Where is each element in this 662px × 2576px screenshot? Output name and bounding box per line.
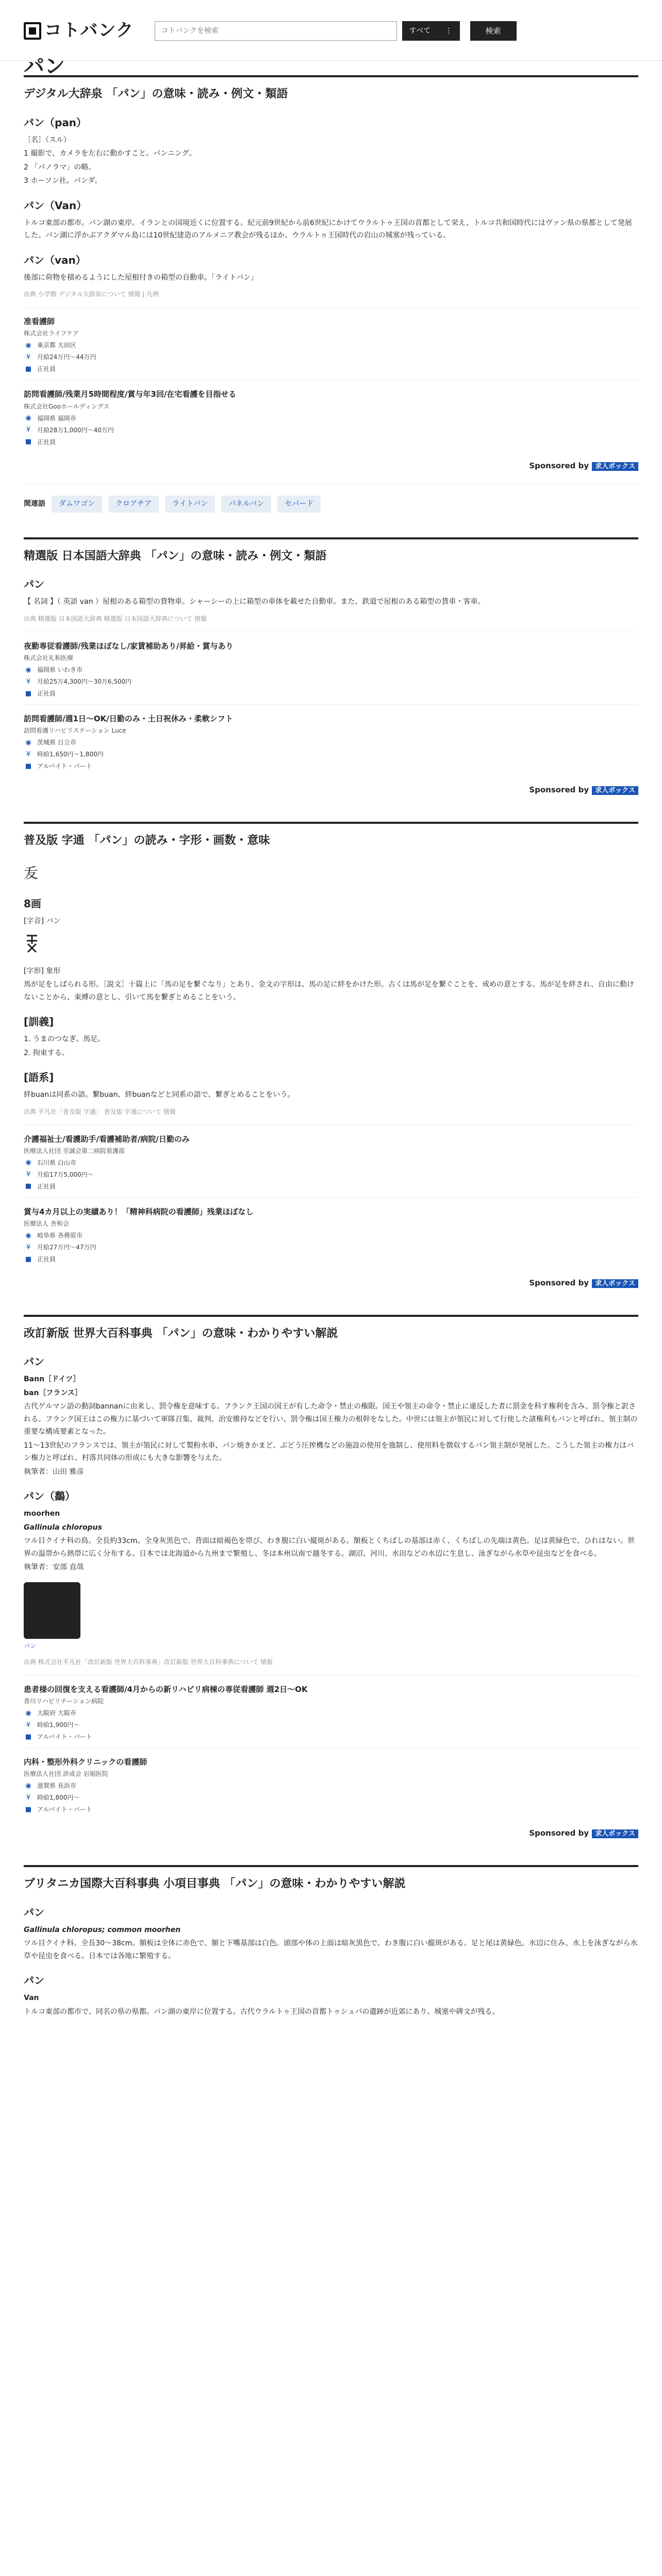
dictionary-heading: 普及版 字通 「パン」の読み・字形・画数・意味 bbox=[24, 834, 270, 847]
briefcase-icon: ■ bbox=[25, 1255, 32, 1263]
entry-line: ［名］（スル） bbox=[24, 135, 71, 144]
entry-subtitle: ban［フランス］ bbox=[24, 1388, 82, 1397]
entry-title: パン（鷭） bbox=[24, 1490, 75, 1503]
job-listing[interactable] bbox=[24, 1197, 638, 1270]
job-location: 石川県 白山市 bbox=[37, 1159, 76, 1166]
entry-line: 1 撮影で、カメラを左右に動かすこと。パンニング。 bbox=[24, 149, 196, 158]
source-note[interactable]: 出典 平凡社「普及版 字通」 普及版 字通について 情報 bbox=[24, 1108, 176, 1115]
yen-icon: ¥ bbox=[26, 1793, 31, 1802]
entry-title: パン bbox=[24, 1906, 44, 1919]
job-listing[interactable] bbox=[24, 1125, 638, 1197]
job-title[interactable]: 訪問看護師/残業月5時間程度/賞与年3回/在宅看護を目指せる bbox=[24, 389, 237, 399]
briefcase-icon: ■ bbox=[25, 689, 32, 698]
sponsor-brand[interactable]: 求人ボックス bbox=[592, 1279, 638, 1288]
entry-text: トルコ東部の都市で、同名の県の県都。パン湖の東岸に位置する。古代ウラルトゥ王国の首都トゥシュパの遺跡が近郊にあり、城塞や碑文が残る。 bbox=[24, 2007, 500, 2016]
entry-author: 執筆者：山田 雅彦 bbox=[24, 1467, 84, 1476]
location-icon: ◉ bbox=[25, 1231, 31, 1240]
related-label: 関連語 bbox=[24, 500, 45, 509]
entry-text: トルコ東部の都市。パン湖の東岸。イランとの国境近くに位置する。紀元前9世紀から前6世紀にかけてウラルトゥ王国の首都として栄え、トルコ共和国時代にはヴァン県の県都として発展した。パン湖に浮かぶアクダマル島には10世紀建造のアルメニア教会が残るほか、ウラルトゥ王国時代の岩山の城塞が残っている。 bbox=[24, 218, 632, 240]
yen-icon: ¥ bbox=[26, 750, 31, 758]
yen-icon: ¥ bbox=[26, 353, 31, 361]
job-listing[interactable] bbox=[24, 380, 638, 452]
etymology-text: 絆buanは同系の語。繋buan、絆buanなどと同系の語で、繋ぎとめることをいう。 bbox=[24, 1091, 295, 1099]
dictionary-heading: デジタル大辞泉 「パン」の意味・読み・例文・類語 bbox=[24, 88, 288, 100]
logo-icon bbox=[24, 22, 41, 40]
entry-title: パン bbox=[24, 1974, 44, 1987]
sponsor-line bbox=[24, 1820, 638, 1852]
entry-subtitle: Bann［ドイツ］ bbox=[24, 1375, 80, 1384]
sponsor-line bbox=[24, 1270, 638, 1301]
job-pay: 時給1,650円〜1,800円 bbox=[37, 751, 104, 758]
entry-text: 11～13世紀のフランスでは、領主が領民に対して製粉水車、パン焼きかまど、ぶどう圧搾機などの施設の使用を強制し、使用料を徴収するバン領主制が発展した。こうした領主の権力はバン権力と呼ばれ、村落共同体の形成にも大きな影響を与えた。 bbox=[24, 1441, 634, 1463]
entry-title: パン bbox=[24, 578, 44, 591]
yen-icon: ¥ bbox=[26, 1721, 31, 1729]
page-title: パン bbox=[24, 54, 65, 78]
sponsor-label: Sponsored by bbox=[529, 1828, 589, 1838]
job-listing[interactable] bbox=[24, 307, 638, 380]
job-type: アルバイト・パート bbox=[37, 1806, 92, 1814]
briefcase-icon: ■ bbox=[25, 1182, 32, 1191]
form-label: [字形] 象形 bbox=[24, 967, 61, 975]
entry-line: 2 「パノラマ」の略。 bbox=[24, 163, 96, 172]
entry-text: ツル目クイナ科。全長30〜38cm。額板は全体に赤色で、額と下嘴基部は白色。頭部や体の上面は暗灰黒色で、わき腹に白い縦斑がある。足と尾は黄緑色。水辺に住み、水上を泳ぎながら水草や昆虫を食べる。日本では各地に繁殖する。 bbox=[24, 1939, 638, 1960]
sponsor-label: Sponsored by bbox=[529, 785, 589, 795]
scope-value: すべて bbox=[409, 26, 431, 35]
source-note[interactable]: 出典 小学館 デジタル大辞泉について 情報 | 凡例 bbox=[24, 291, 159, 298]
entry-author: 執筆者：安部 直哉 bbox=[24, 1563, 84, 1572]
job-title[interactable]: 夜勤専従看護師/残業ほぼなし/家賃補助あり/昇給・賞与あり bbox=[24, 641, 234, 651]
job-listing[interactable] bbox=[24, 1748, 638, 1820]
search-button[interactable]: 検索 bbox=[470, 21, 517, 41]
related-tag[interactable]: ダムワゴン bbox=[52, 496, 102, 513]
entry-subtitle: Gallinula chloropus; common moorhen bbox=[24, 1925, 181, 1934]
job-title[interactable]: 患者様の回復を支える看護師/4月からの新リハビリ病棟の専従看護師 週2日〜OK bbox=[24, 1684, 308, 1694]
meaning-line: 2. 拘束する。 bbox=[24, 1048, 69, 1057]
job-company: 香川リハビリテーション病院 bbox=[24, 1698, 104, 1705]
related-words bbox=[24, 484, 638, 524]
entry-title: パン（Van） bbox=[24, 199, 87, 212]
job-pay: 月給27万円〜47万円 bbox=[37, 1244, 96, 1251]
job-company: 株式会社ライフケア bbox=[24, 330, 79, 337]
related-tag[interactable]: ライトバン bbox=[165, 496, 215, 513]
kanji-glyph: 叐 bbox=[24, 864, 39, 882]
job-pay: 月給25万4,300円〜30万6,500円 bbox=[37, 678, 132, 685]
sponsor-label: Sponsored by bbox=[529, 1278, 589, 1287]
sponsor-brand[interactable]: 求人ボックス bbox=[592, 1829, 638, 1838]
job-pay: 時給1,800円〜 bbox=[37, 1794, 80, 1802]
site-logo[interactable] bbox=[24, 15, 134, 46]
entry-subtitle: Gallinula chloropus bbox=[24, 1523, 102, 1532]
related-tag[interactable]: クロアチア bbox=[108, 496, 159, 513]
stroke-count: 8画 bbox=[24, 897, 41, 910]
sponsor-label: Sponsored by bbox=[529, 461, 589, 470]
job-listing[interactable] bbox=[24, 1675, 638, 1748]
entry-title: パン bbox=[24, 1355, 44, 1368]
job-title[interactable]: 内科・整形外科クリニックの看護師 bbox=[24, 1757, 147, 1767]
location-icon: ◉ bbox=[25, 738, 31, 747]
job-type: アルバイト・パート bbox=[37, 762, 92, 770]
job-company: 医療法人 杏和会 bbox=[24, 1220, 69, 1227]
source-note[interactable]: 出典 株式会社平凡社「改訂新版 世界大百科事典」改訂新版 世界大百科事典について 情報 bbox=[24, 1658, 273, 1666]
briefcase-icon: ■ bbox=[25, 1805, 32, 1814]
briefcase-icon: ■ bbox=[25, 1733, 32, 1741]
job-location: 大阪府 大阪市 bbox=[37, 1709, 76, 1717]
dictionary-heading: 精選版 日本国語大辞典 「パン」の意味・読み・例文・類語 bbox=[24, 549, 327, 563]
figure-caption[interactable]: パン bbox=[24, 1642, 37, 1650]
site-header bbox=[0, 0, 662, 78]
briefcase-icon: ■ bbox=[25, 762, 32, 770]
dictionary-jitsu bbox=[24, 822, 638, 1301]
related-tag[interactable]: セパード bbox=[277, 496, 321, 513]
job-pay: 時給1,900円〜 bbox=[37, 1721, 80, 1728]
entry-title: パン（van） bbox=[24, 253, 86, 266]
job-pay: 月給17万5,000円〜 bbox=[37, 1171, 94, 1178]
sponsor-line bbox=[24, 453, 638, 484]
dictionary-heibonsha bbox=[24, 1315, 638, 1852]
form-text: 馬が足をしばられる形。［説文］十篇上に「馬の足を繋ぐなり」とあり、金文の字形は、馬の足に絆をかけた形。古くは馬が足を繋ぐことを、戒めの意とする。馬が足を絆され、自由に動けないことから、束縛の意とし、引いて馬を繋ぎとめることをいう。 bbox=[24, 980, 634, 1002]
job-listing[interactable] bbox=[24, 632, 638, 704]
meaning-line: 1. うまのつなぎ、馬足。 bbox=[24, 1035, 105, 1043]
location-icon: ◉ bbox=[25, 1782, 31, 1790]
seal-script-icon bbox=[24, 934, 40, 954]
job-listing[interactable] bbox=[24, 704, 638, 777]
meaning-label: [訓義] bbox=[24, 1015, 54, 1028]
moorhen-figure[interactable] bbox=[24, 1582, 80, 1639]
dictionary-britannica bbox=[24, 1865, 638, 2018]
entry-text: ツル目クイナ科の鳥。全長約33cm。全身灰黒色で、背面は暗褐色を帯び、わき腹に白い縦斑がある。額板とくちばしの基部は赤く、くちばしの先端は黄色。足は黄緑色で、ひれはない。世界の温帯から熱帯に広く分布する。日本では北海道から九州まで繁殖し、冬は本州以南で越冬する。湖沼、河川、水田などの水辺に生息し、泳ぎながら水草や昆虫などを食べる。 bbox=[24, 1537, 635, 1558]
location-icon: ◉ bbox=[25, 414, 31, 422]
location-icon: ◉ bbox=[25, 1159, 31, 1167]
job-location: 福岡県 いわき市 bbox=[37, 666, 82, 673]
related-tag[interactable]: パネルバン bbox=[221, 496, 271, 513]
yen-icon: ¥ bbox=[26, 426, 31, 434]
location-icon: ◉ bbox=[25, 1709, 31, 1717]
sponsor-brand[interactable]: 求人ボックス bbox=[592, 462, 638, 471]
job-type: 正社員 bbox=[37, 1182, 56, 1190]
job-title[interactable]: 訪問看護師/週1日〜OK/日勤のみ・土日祝休み・柔軟シフト bbox=[24, 714, 233, 723]
job-company: 医療法人社団 至誠会第二病院看護部 bbox=[24, 1147, 125, 1155]
job-type: 正社員 bbox=[37, 690, 56, 697]
job-type: 正社員 bbox=[37, 1256, 56, 1263]
job-title[interactable]: 介護福祉士/看護助手/看護補助者/病院/日勤のみ bbox=[24, 1134, 190, 1144]
entry-text: 古代ゲルマン語の動詞bannanに由来し、罰令権を意味する。フランク王国の国王が有した命令・禁止の権限。国王や領主の命令・禁止に違反した者に罰金を科す権利を含み、罰令権と訳される。フランク国王はこの権力に基づいて軍隊召集、裁判、治安維持などを行い、罰令権は国王権力の根幹をなした。中世には領主が領民に対して行使した諸権利もバンと呼ばれ、領主制の重要な構成要素となった。 bbox=[24, 1402, 638, 1436]
yen-icon: ¥ bbox=[26, 1171, 31, 1179]
yen-icon: ¥ bbox=[26, 677, 31, 686]
job-pay: 月給24万円〜44万円 bbox=[37, 353, 96, 361]
source-note[interactable]: 出典 精選版 日本国語大辞典 精選版 日本国語大辞典について 情報 bbox=[24, 615, 207, 622]
location-icon: ◉ bbox=[25, 666, 31, 674]
sponsor-line bbox=[24, 777, 638, 808]
job-title[interactable]: 賞与4カ月以上の実績あり！「精神科病院の看護師」残業ほぼなし bbox=[24, 1207, 254, 1216]
entry-subtitle: moorhen bbox=[24, 1510, 60, 1518]
job-location: 福岡県 福岡市 bbox=[37, 414, 76, 422]
scope-select[interactable] bbox=[402, 21, 460, 41]
job-type: アルバイト・パート bbox=[37, 1733, 92, 1740]
job-type: 正社員 bbox=[37, 438, 56, 446]
job-location: 岐阜県 各務原市 bbox=[37, 1232, 82, 1239]
job-location: 滋賀県 長浜市 bbox=[37, 1782, 76, 1790]
chevron-down-icon: ⋮ bbox=[445, 26, 453, 35]
job-location: 茨城県 日立市 bbox=[37, 739, 76, 747]
reading: [字音] バン bbox=[24, 917, 61, 925]
entry-text: 後部に荷物を積めるようにした屋根付きの箱型の自動車。「ライトバン」 bbox=[24, 273, 258, 282]
search-input[interactable] bbox=[155, 21, 397, 41]
entry-title: パン（pan） bbox=[24, 116, 87, 129]
job-pay: 月給28万1,000円〜40万円 bbox=[37, 426, 114, 434]
location-icon: ◉ bbox=[25, 341, 31, 349]
entry-text: 【 名詞 】（ 英語 van ）屋根のある箱型の貨物車。シャーシーの上に箱型の車体を載せた自動車。また、鉄道で屋根のある箱型の貨車・客車。 bbox=[24, 598, 485, 606]
dictionary-daijisen bbox=[24, 75, 638, 524]
job-title[interactable]: 准看護師 bbox=[24, 317, 55, 326]
dictionary-heading: ブリタニカ国際大百科事典 小項目事典 「パン」の意味・わかりやすい解説 bbox=[24, 1877, 406, 1890]
entry-subtitle: Van bbox=[24, 1994, 39, 2002]
dictionary-heading: 改訂新版 世界大百科事典 「パン」の意味・わかりやすい解説 bbox=[24, 1327, 338, 1340]
briefcase-icon: ■ bbox=[25, 365, 32, 373]
job-company: 医療法人社団 診成会 岩堀医院 bbox=[24, 1770, 108, 1778]
job-type: 正社員 bbox=[37, 365, 56, 373]
entry-line: 3 ホーソン社。パンダ。 bbox=[24, 177, 102, 185]
job-location: 東京都 大田区 bbox=[37, 342, 76, 349]
etymology-label: [語系] bbox=[24, 1071, 54, 1083]
job-company: 株式会社Gooホールディングス bbox=[24, 402, 110, 410]
sponsor-brand[interactable]: 求人ボックス bbox=[592, 786, 638, 795]
yen-icon: ¥ bbox=[26, 1243, 31, 1251]
job-company: 訪問看護リハビリステーション Luce bbox=[24, 727, 126, 735]
dictionary-nikkoku bbox=[24, 537, 638, 808]
search-form bbox=[155, 21, 517, 41]
main-content bbox=[0, 61, 662, 2018]
logo-text: コトバンク bbox=[44, 20, 134, 41]
briefcase-icon: ■ bbox=[25, 438, 32, 446]
job-company: 株式会社礼和医療 bbox=[24, 654, 74, 662]
